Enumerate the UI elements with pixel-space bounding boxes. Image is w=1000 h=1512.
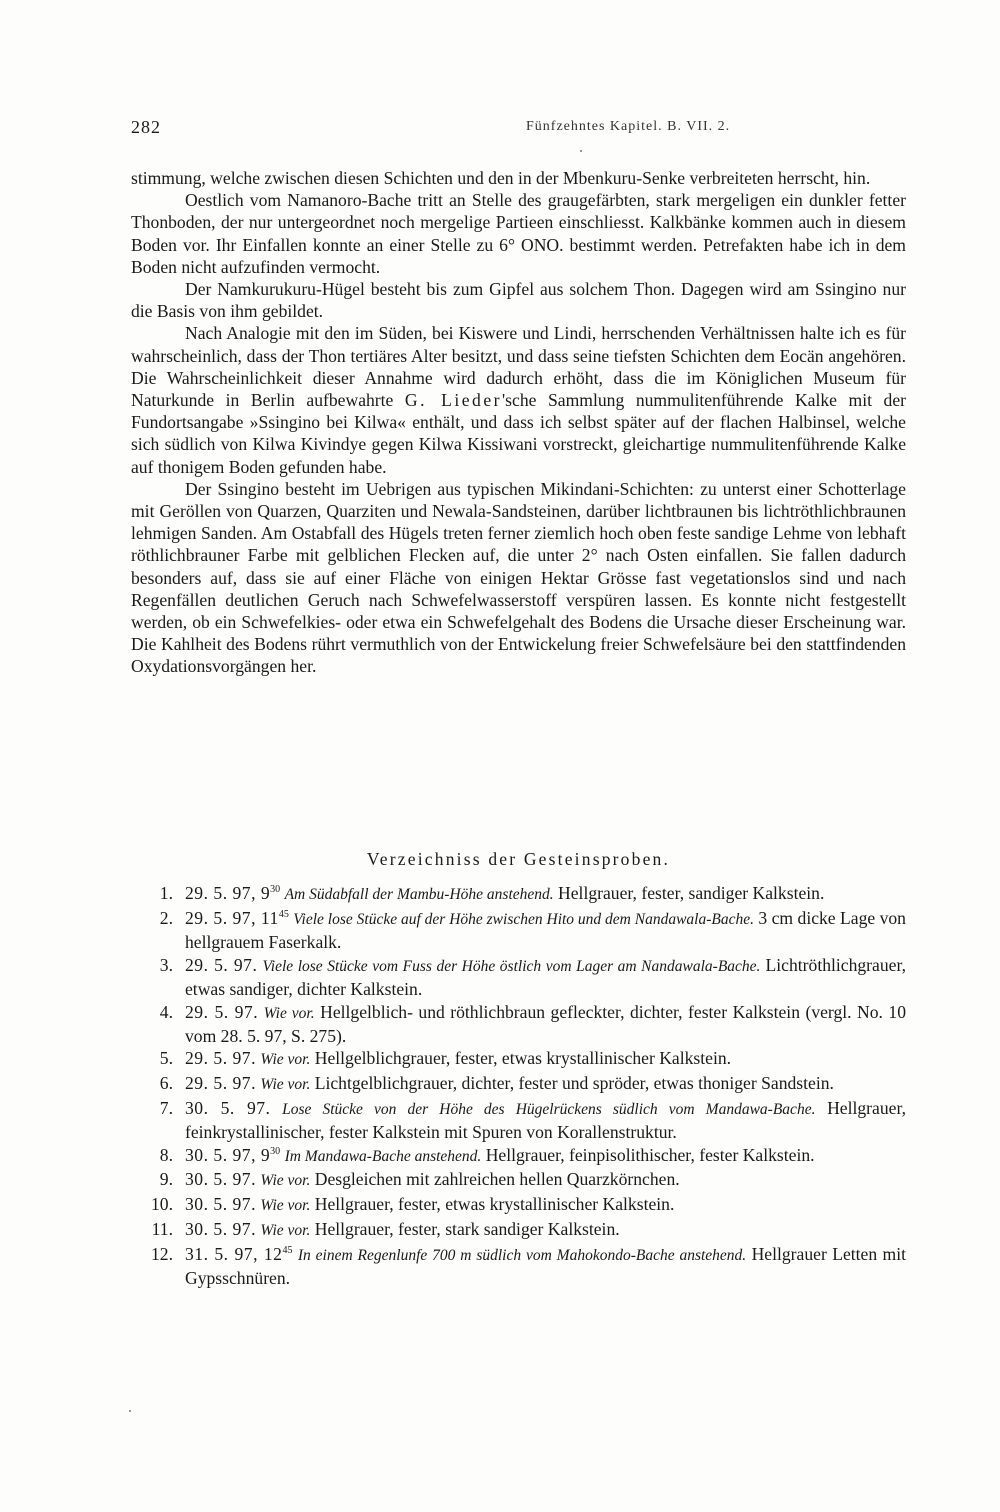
paragraph-4-part-a: Nach Analogie mit den im Süden, bei Kiswere und Lindi, herrschenden Verhältnissen halte ich es für wahrscheinlich, dass der Thon tertiäres Alter besitzt, und dass seine tiefsten Schichten dem Eocän angehören. Die Wahrscheinlichkeit dieser Annahme wird dadurch erhöht, dass die im Königlichen Museum für Naturkunde in Berlin aufbewahrte — [131, 323, 906, 411]
sample-description: Hellgrauer, fester, stark sandiger Kalkstein. — [314, 1218, 620, 1239]
sample-date: 29. 5. 97. — [185, 1048, 256, 1069]
sample-entry — [131, 1097, 906, 1143]
sample-number: 9. — [159, 1169, 173, 1190]
sample-location: Im Mandawa-Bache anstehend. — [284, 1147, 482, 1165]
sample-entry — [131, 882, 906, 906]
sample-number: 11. — [151, 1218, 173, 1239]
sample-date: 29. 5. 97. — [185, 1073, 256, 1094]
sample-number: 7. — [159, 1097, 173, 1118]
paragraph-1: stimmung, welche zwischen diesen Schichten und den in der Mbenkuru-Senke verbreiteten herrscht, hin. — [131, 168, 871, 188]
sample-entry — [131, 954, 906, 1000]
sample-entry — [131, 1193, 906, 1217]
running-head: Fünfzehntes Kapitel. B. VII. 2. — [526, 119, 731, 134]
sample-number: 8. — [159, 1144, 173, 1165]
sample-date: 29. 5. 97. — [185, 1001, 259, 1022]
sample-description: Hellgrauer, fester, sandiger Kalkstein. — [558, 883, 825, 903]
print-speck — [580, 150, 582, 152]
sample-entry — [131, 1072, 906, 1096]
sample-time-minutes: 45 — [278, 908, 289, 920]
sample-description: Lichtröthlichgrauer, etwas sandiger, dichter Kalkstein. — [185, 954, 907, 999]
body-text — [131, 167, 906, 678]
sample-number: 6. — [159, 1073, 173, 1094]
paragraph-4 — [131, 322, 906, 477]
sample-description: Hellgelblichgrauer, fester, etwas krystallinischer Kalkstein. — [314, 1048, 732, 1069]
sample-location: Wie vor. — [260, 1051, 311, 1069]
sample-entry — [131, 1168, 906, 1192]
sample-number: 5. — [159, 1048, 173, 1069]
page-number: 282 — [131, 117, 161, 137]
sample-description: 3 cm dicke Lage von hellgrauem Faserkalk. — [185, 907, 906, 952]
sample-description: Hellgrauer, feinpisolithischer, fester Kalkstein. — [485, 1144, 815, 1165]
sample-description: Hellgrauer Letten mit Gypsschnüren. — [185, 1243, 907, 1288]
sample-number: 2. — [159, 907, 173, 928]
paragraph-4-part-b: 'sche Sammlung nummulitenführende Kalke mit der Fundortsangabe »Ssingino bei Kilwa« enthält, und dass ich selbst später auf der flachen Halbinsel, welche sich südlich von Kilwa Kivindye gegen Kilwa Kissiwani vorstreckt, gleichartige nummulitenführende Kalke auf thonigem Boden gefunden habe. — [131, 390, 907, 477]
sample-time-minutes: 30 — [270, 1145, 281, 1157]
sample-date: 31. 5. 97, 12 — [185, 1243, 283, 1264]
print-speck — [129, 1410, 131, 1412]
sample-entry — [131, 907, 906, 953]
sample-entry — [131, 1047, 906, 1071]
sample-entry — [131, 1218, 906, 1242]
sample-number: 4. — [159, 1001, 173, 1022]
sample-list — [131, 882, 906, 1289]
sample-list-title: Verzeichniss der Gesteinsproben. — [366, 849, 671, 869]
sample-date: 30. 5. 97, 9 — [185, 1144, 271, 1165]
sample-date: 30. 5. 97. — [185, 1097, 271, 1118]
collector-name: G. Lieder — [404, 390, 503, 411]
sample-description: Hellgelblich- und röthlichbraun gefleckter, dichter, fester Kalkstein (vergl. No. 10 vom 28. 5. 97, S. 275). — [185, 1001, 906, 1046]
paragraph-5: Der Ssingino besteht im Uebrigen aus typischen Mikindani-Schichten: zu unterst einer Schotterlage mit Geröllen von Quarzen, Quarziten und Newala-Sandsteinen, darüber lichtbraunen bis lichtröthlichbraunen lehmigen Sanden. Am Ostabfall des Hügels treten ferner ziemlich hoch oben feste sandige Lehme von lebhaft röthlichbrauner Farbe mit gelblichen Flecken auf, die unter 2° nach Osten einfallen. Sie fallen dadurch besonders auf, dass sie auf einer Fläche von einigen Hektar Grösse fast vegetationslos sind und nach Regenfällen deutlichen Geruch nach Schwefelwasserstoff verspüren lassen. Es konnte nicht festgestellt werden, ob ein Schwefelkies- oder etwa ein Schwefelgehalt des Bodens die Ursache dieser Erscheinung war. Die Kahlheit des Bodens rührt vermuthlich von der Entwickelung freier Schwefelsäure bei den stattfindenden Oxydationsvorgängen her. — [131, 478, 906, 677]
sample-time-minutes: 30 — [270, 884, 281, 896]
sample-location: Wie vor. — [260, 1172, 311, 1190]
sample-location: Lose Stücke von der Höhe des Hügelrückens südlich vom Mandawa-Bache. — [282, 1100, 816, 1118]
sample-time-minutes: 45 — [282, 1244, 293, 1256]
sample-number: 10. — [151, 1194, 173, 1215]
sample-location: Wie vor. — [260, 1076, 311, 1094]
sample-entry — [131, 1144, 906, 1168]
sample-entry — [131, 1001, 906, 1047]
sample-date: 29. 5. 97. — [185, 954, 258, 975]
page-header — [131, 117, 906, 141]
sample-date: 29. 5. 97, 9 — [185, 883, 271, 903]
paragraph-3: Der Namkurukuru-Hügel besteht bis zum Gipfel aus solchem Thon. Dagegen wird am Ssingino nur die Basis von ihm gebildet. — [131, 279, 906, 322]
sample-location: Viele lose Stücke vom Fuss der Höhe östlich vom Lager am Nandawala-Bache. — [262, 957, 761, 975]
sample-description: Hellgrauer, feinkrystallinischer, fester Kalkstein mit Spuren von Korallenstruktur. — [185, 1097, 907, 1143]
sample-location: Am Südabfall der Mambu-Höhe anstehend. — [284, 886, 554, 903]
sample-location: Wie vor. — [263, 1004, 315, 1022]
sample-description: Desgleichen mit zahlreichen hellen Quarzkörnchen. — [314, 1169, 680, 1190]
sample-location: Wie vor. — [260, 1221, 311, 1239]
sample-entry — [131, 1243, 906, 1289]
sample-number: 3. — [159, 954, 173, 975]
sample-date: 30. 5. 97. — [185, 1194, 256, 1215]
paragraph-2: Oestlich vom Namanoro-Bache tritt an Stelle des graugefärbten, stark mergeligen ein dunkler fetter Thonboden, der nur untergeordnet noch mergelige Partieen einschliesst. Kalkbänke kommen auch in diesem Boden vor. Ihr Einfallen konnte an einer Stelle zu 6° ONO. bestimmt werden. Petrefakten habe ich in dem Boden nicht aufzufinden vermocht. — [131, 190, 906, 277]
sample-number: 1. — [159, 883, 173, 903]
sample-date: 30. 5. 97. — [185, 1169, 256, 1190]
sample-location: In einem Regenlunfe 700 m südlich vom Mahokondo-Bache anstehend. — [297, 1246, 747, 1264]
sample-description: Hellgrauer, fester, etwas krystallinischer Kalkstein. — [314, 1194, 675, 1215]
sample-date: 29. 5. 97, 11 — [185, 907, 279, 928]
sample-location: Wie vor. — [260, 1197, 311, 1215]
sample-date: 30. 5. 97. — [185, 1218, 256, 1239]
sample-description: Lichtgelblichgrauer, dichter, fester und spröder, etwas thoniger Sandstein. — [314, 1073, 834, 1094]
sample-number: 12. — [151, 1243, 173, 1264]
sample-location: Viele lose Stücke auf der Höhe zwischen Hito und dem Nandawala-Bache. — [293, 910, 755, 928]
